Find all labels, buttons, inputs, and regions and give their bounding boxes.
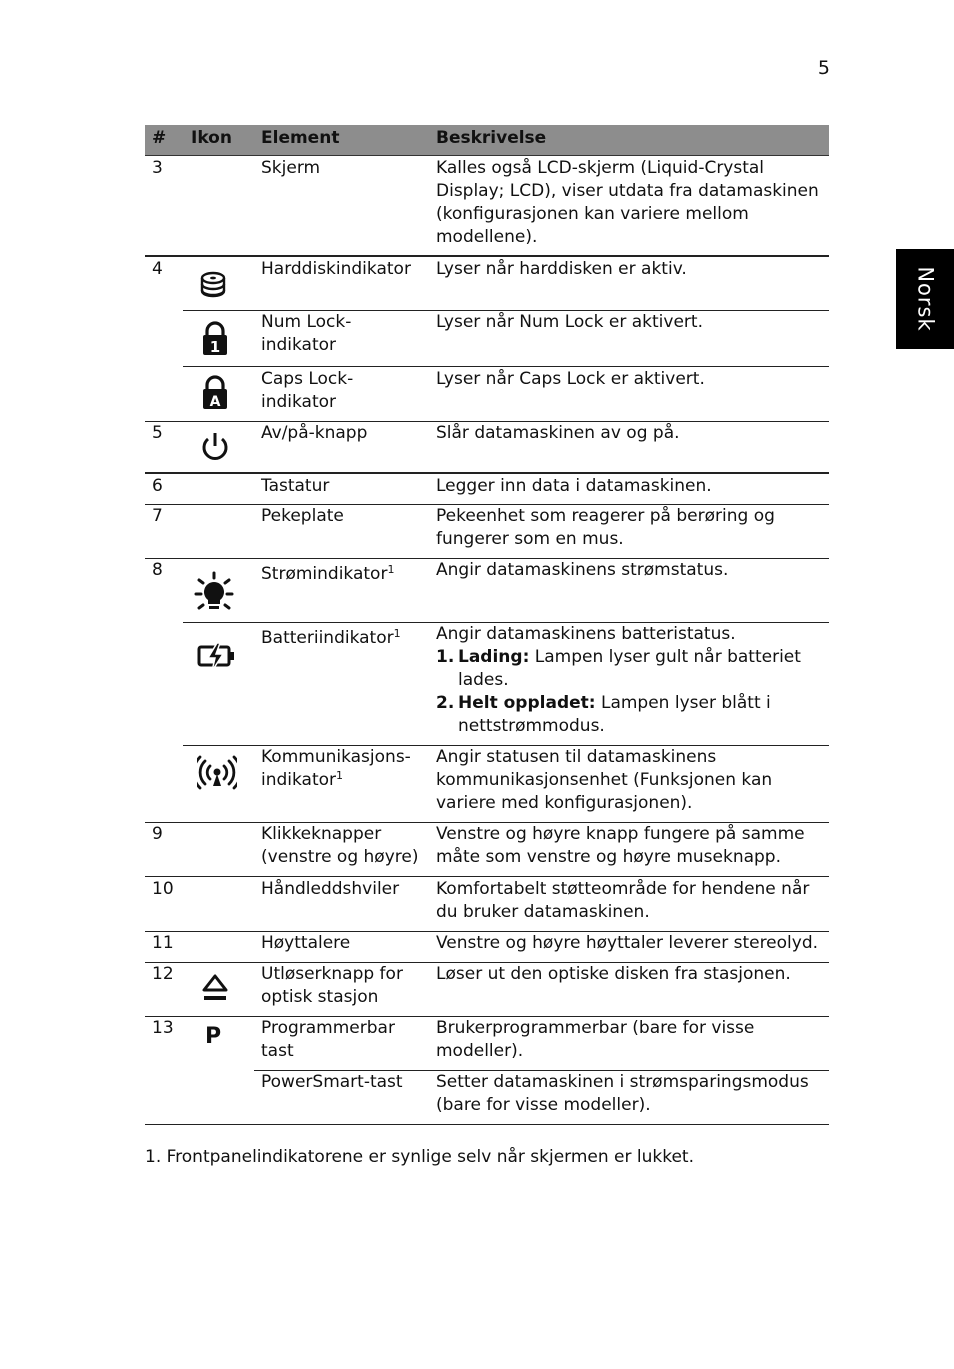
table-row xyxy=(145,623,829,745)
row-number: 11 xyxy=(152,933,174,953)
table-row xyxy=(145,963,829,1016)
table-header xyxy=(145,125,829,156)
row-description: Venstre og høyre høyttaler leverer stereolyd. xyxy=(436,933,819,953)
row-element: Num Lock-indikator xyxy=(261,312,352,355)
table-row xyxy=(145,311,829,366)
table-row xyxy=(145,422,829,473)
list-item xyxy=(436,646,829,692)
row-element: Av/på-knapp xyxy=(261,423,368,443)
power-indicator-icon xyxy=(193,571,235,613)
row-description: Komfortabelt støtteområde for hendene når du bruker datamaskinen. xyxy=(436,879,810,922)
svg-text:P: P xyxy=(204,1024,222,1049)
list-number: 1. xyxy=(436,647,455,667)
list-text: Lampen lyser blått i nettstrømmodus. xyxy=(458,693,771,736)
footnote-marker: 1 xyxy=(387,563,395,576)
row-description: Kalles også LCD-skjerm (Liquid-Crystal Display; LCD), viser utdata fra datamaskinen (konfigurasjonen kan variere mellom modellene). xyxy=(436,158,819,247)
row-description: Lyser når harddisken er aktiv. xyxy=(436,259,687,279)
row-element: PowerSmart-tast xyxy=(261,1072,403,1092)
language-tab-label: Norsk xyxy=(913,266,938,332)
footnote-marker: 1 xyxy=(336,769,344,782)
row-element xyxy=(261,563,426,586)
row-element: Håndleddshviler xyxy=(261,879,400,899)
row-description xyxy=(436,623,829,738)
table-row xyxy=(145,1071,829,1124)
list-text: Lampen lyser gult når batteriet lades. xyxy=(458,647,801,690)
table-row xyxy=(145,474,829,504)
row-element xyxy=(261,627,426,650)
row-description: Angir datamaskinens strømstatus. xyxy=(436,560,729,580)
table-row xyxy=(145,559,829,622)
footnote-marker: 1 xyxy=(393,627,401,640)
row-element: Høyttalere xyxy=(261,933,351,953)
list-item xyxy=(436,692,829,738)
row-description: Lyser når Num Lock er aktivert. xyxy=(436,312,703,332)
row-element-label: Kommunikasjons-indikator xyxy=(261,747,411,790)
description-text: Angir datamaskinens batteristatus. xyxy=(436,624,736,644)
table-row xyxy=(145,256,829,310)
row-number: 5 xyxy=(152,423,163,443)
table-row xyxy=(145,505,829,558)
row-number: 7 xyxy=(152,506,163,526)
row-description: Setter datamaskinen i strømsparingsmodus (bare for visse modeller). xyxy=(436,1072,809,1115)
language-tab xyxy=(896,249,954,349)
row-description: Legger inn data i datamaskinen. xyxy=(436,476,712,496)
svg-text:A: A xyxy=(209,394,221,410)
row-number: 3 xyxy=(152,158,163,178)
p-key-icon xyxy=(197,1019,233,1055)
power-icon xyxy=(197,428,233,464)
table-row xyxy=(145,155,829,256)
row-element: Skjerm xyxy=(261,158,321,178)
row-description: Brukerprogrammerbar (bare for visse modeller). xyxy=(436,1018,755,1061)
row-number: 10 xyxy=(152,879,174,899)
table-row xyxy=(145,746,829,822)
caps-lock-icon xyxy=(197,375,233,411)
row-number: 9 xyxy=(152,824,163,844)
row-element: Programmerbar tast xyxy=(261,1018,395,1061)
row-description: Pekeenhet som reagerer på berøring og fungerer som en mus. xyxy=(436,506,775,549)
row-element xyxy=(261,746,426,792)
row-number: 6 xyxy=(152,476,163,496)
header-num: # xyxy=(152,128,167,148)
row-number: 4 xyxy=(152,259,163,279)
row-element: Tastatur xyxy=(261,476,330,496)
wireless-icon xyxy=(197,754,237,790)
header-description: Beskrivelse xyxy=(436,128,547,148)
row-number: 13 xyxy=(152,1018,174,1038)
row-description: Venstre og høyre knapp fungere på samme måte som venstre og høyre museknapp. xyxy=(436,824,805,867)
list-label: Helt oppladet: xyxy=(458,693,596,713)
list-number: 2. xyxy=(436,693,455,713)
row-element: Harddiskindikator xyxy=(261,259,411,279)
row-element: Utløserknapp for optisk stasjon xyxy=(261,964,403,1007)
footnote: 1. Frontpanelindikatorene er synlige selv når skjermen er lukket. xyxy=(145,1147,695,1167)
table-row xyxy=(145,877,829,931)
eject-icon xyxy=(197,971,233,1007)
list-label: Lading: xyxy=(458,647,530,667)
header-element: Element xyxy=(261,128,340,148)
row-element-label: Batteriindikator xyxy=(261,628,394,648)
row-number: 12 xyxy=(152,964,174,984)
page-number: 5 xyxy=(817,57,830,79)
hdd-icon xyxy=(197,268,233,304)
table-row xyxy=(145,932,829,962)
row-element-label: Strømindikator xyxy=(261,564,388,584)
row-number: 8 xyxy=(152,560,163,580)
svg-text:1: 1 xyxy=(209,338,221,356)
header-icon: Ikon xyxy=(191,128,232,148)
row-description: Lyser når Caps Lock er aktivert. xyxy=(436,369,705,389)
table-row xyxy=(145,823,829,876)
row-element: Klikkeknapper (venstre og høyre) xyxy=(261,824,419,867)
table-row xyxy=(145,1017,829,1070)
row-description: Løser ut den optiske disken fra stasjonen. xyxy=(436,964,791,984)
row-element: Caps Lock-indikator xyxy=(261,369,354,412)
row-element: Pekeplate xyxy=(261,506,344,526)
row-description: Angir statusen til datamaskinens kommunikasjonsenhet (Funksjonen kan variere med konfigurasjonen). xyxy=(436,747,773,813)
battery-icon xyxy=(197,639,237,675)
row-description: Slår datamaskinen av og på. xyxy=(436,423,680,443)
num-lock-icon xyxy=(197,321,233,357)
table-row xyxy=(145,367,829,421)
